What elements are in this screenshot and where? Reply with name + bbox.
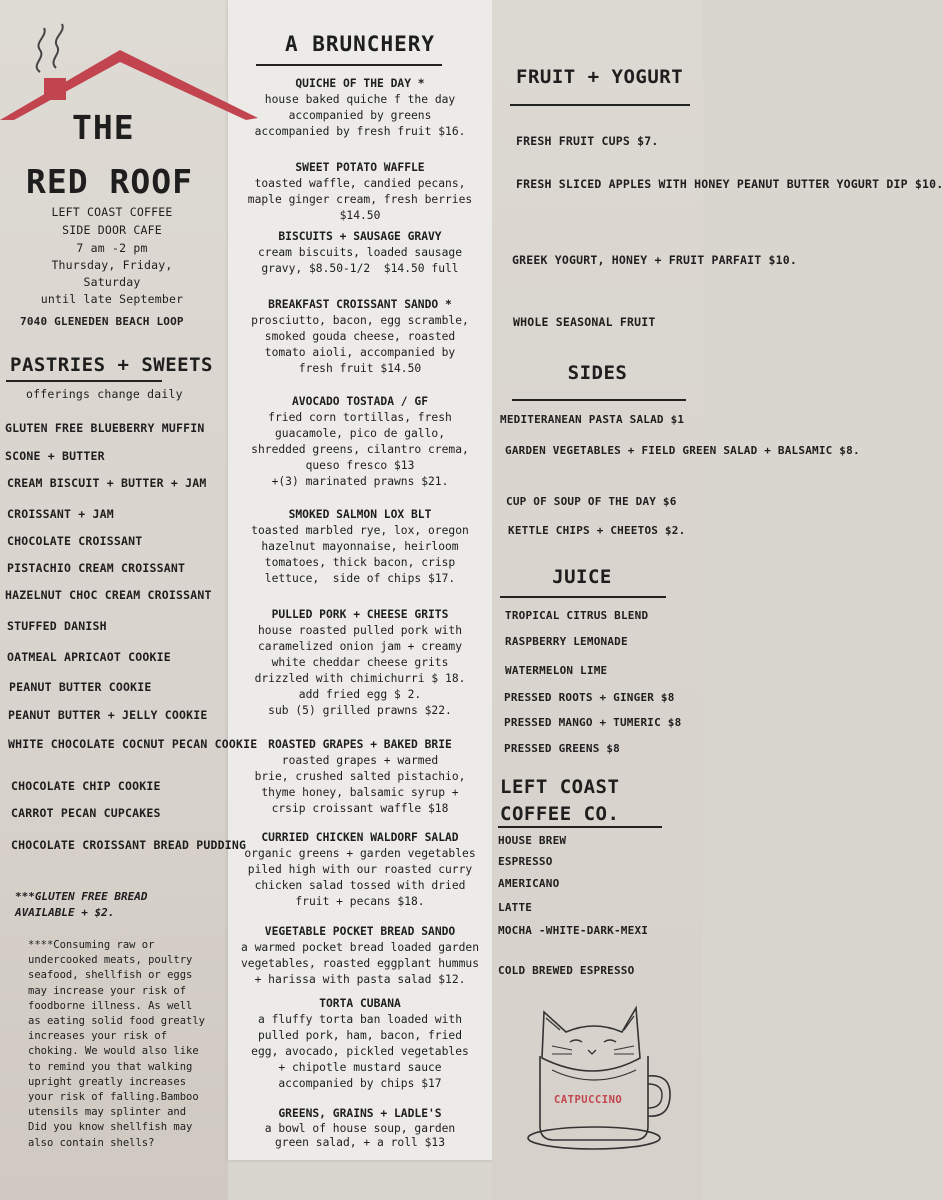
menu-item-name: ROASTED GRAPES + BAKED BRIE (268, 738, 452, 751)
juice-item: WATERMELON LIME (505, 664, 608, 677)
coffee-item: HOUSE BREW (498, 834, 567, 847)
menu-item (232, 229, 488, 277)
coffee-item: LATTE (498, 901, 533, 914)
pastry-item: STUFFED DANISH (7, 619, 107, 633)
pastry-item: CHOCOLATE CROISSANT (7, 534, 143, 548)
brand-title-line2: RED ROOF (26, 162, 193, 201)
menu-item-name: AVOCADO TOSTADA / GF (291, 395, 429, 408)
coffee-heading-line: LEFT COAST (500, 776, 620, 798)
tagline (2, 204, 222, 307)
menu-item-name: TORTA CUBANA (319, 997, 401, 1010)
menu-item-name: GREENS, GRAINS + LADLE'S (278, 1107, 442, 1120)
menu-item (232, 607, 488, 719)
menu-item (232, 924, 488, 988)
menu-item-desc: house baked quiche f the day accompanied by greens accompanied by fresh fruit $16. (254, 93, 466, 138)
menu-item-desc: roasted grapes + warmed brie, crushed salted pistachio, thyme honey, balsamic syrup + crsip croissant waffle $18 (254, 754, 466, 815)
pastry-item: PISTACHIO CREAM CROISSANT (7, 561, 186, 575)
menu-item (232, 394, 488, 490)
menu-item-desc: a bowl of house soup, garden green salad, + a roll $13 (264, 1122, 456, 1149)
pastry-item: PEANUT BUTTER COOKIE (9, 680, 152, 694)
side-item: KETTLE CHIPS + CHEETOS $2. (508, 524, 686, 537)
juice-rule (500, 596, 666, 598)
menu-item-desc: toasted marbled rye, lox, oregon hazelnut mayonnaise, heirloom tomatoes, thick bacon, crisp lettuce, side of chips $17. (251, 524, 469, 585)
coffee-rule (498, 826, 662, 828)
menu-item-desc: cream biscuits, loaded sausage gravy, $8.50-1/2 $14.50 full (257, 246, 463, 275)
menu-item-desc: toasted waffle, candied pecans, maple ginger cream, fresh berries $14.50 (247, 177, 473, 222)
pastry-item: CREAM BISCUIT + BUTTER + JAM (7, 476, 207, 490)
tagline-line: Saturday (83, 275, 141, 289)
pastry-item: CHOCOLATE CROISSANT BREAD PUDDING (11, 838, 247, 852)
menu-item-name: CURRIED CHICKEN WALDORF SALAD (261, 831, 459, 844)
menu-item (232, 830, 488, 910)
fruit-item: GREEK YOGURT, HONEY + FRUIT PARFAIT $10. (512, 253, 797, 267)
menu-item-desc: house roasted pulled pork with caramelized onion jam + creamy white cheddar cheese grits drizzled with chimichurri $ 18. add fried egg $ 2. sub (5) grilled prawns $22. (254, 624, 466, 717)
pastry-item: CHOCOLATE CHIP COOKIE (11, 779, 161, 793)
fruit-rule (510, 104, 690, 106)
menu-item-name: SMOKED SALMON LOX BLT (288, 508, 432, 521)
coffee-item: MOCHA -WHITE-DARK-MEXI (498, 924, 649, 937)
brunchery-heading: A BRUNCHERY (284, 32, 436, 56)
menu-item (232, 160, 488, 224)
tagline-line: until late September (40, 292, 184, 306)
tagline-line: SIDE DOOR CAFE (62, 223, 162, 237)
pastry-item: GLUTEN FREE BLUEBERRY MUFFIN (5, 421, 205, 435)
menu-item-desc: fried corn tortillas, fresh guacamole, pico de gallo, shredded greens, cilantro crema, queso fresco $13 +(3) marinated prawns $21. (251, 411, 469, 488)
menu-item-name: SWEET POTATO WAFFLE (295, 161, 425, 174)
juice-item: PRESSED GREENS $8 (504, 742, 620, 755)
fruit-item: WHOLE SEASONAL FRUIT (513, 315, 656, 329)
cat-mug-illustration (522, 998, 692, 1158)
coffee-item: COLD BREWED ESPRESSO (498, 964, 635, 977)
menu-item (232, 507, 488, 587)
tagline-line: Thursday, Friday, (51, 258, 173, 272)
menu-item-name: QUICHE OF THE DAY * (295, 77, 425, 90)
sides-rule (512, 399, 686, 401)
fruit-item: FRESH FRUIT CUPS $7. (516, 134, 659, 148)
menu-item (232, 996, 488, 1092)
menu-item-name: VEGETABLE POCKET BREAD SANDO (264, 925, 456, 938)
gluten-free-note: ***GLUTEN FREE BREAD AVAILABLE + $2. (15, 890, 148, 919)
pastries-heading: PASTRIES + SWEETS (10, 354, 213, 376)
menu-item-name: BISCUITS + SAUSAGE GRAVY (278, 230, 442, 243)
menu-item-desc: a fluffy torta ban loaded with pulled pork, ham, bacon, fried egg, avocado, pickled vegetables + chipotle mustard sauce accompanied by chips $17 (251, 1013, 469, 1090)
side-item: CUP OF SOUP OF THE DAY $6 (506, 495, 677, 508)
pastry-item: PEANUT BUTTER + JELLY COOKIE (8, 708, 208, 722)
pastry-item: CARROT PECAN CUPCAKES (11, 806, 161, 820)
side-item: GARDEN VEGETABLES + FIELD GREEN SALAD + BALSAMIC $8. (505, 444, 860, 457)
juice-item: RASPBERRY LEMONADE (505, 635, 628, 648)
coffee-heading-line: COFFEE CO. (500, 803, 620, 825)
tagline-line: LEFT COAST COFFEE (51, 205, 173, 219)
brunchery-rule (256, 64, 442, 66)
juice-item: PRESSED ROOTS + GINGER $8 (504, 691, 675, 704)
mug-label: CATPUCCINO (554, 1094, 623, 1106)
menu-item (232, 1106, 488, 1150)
fruit-heading: FRUIT + YOGURT (516, 66, 684, 88)
menu-item (232, 737, 488, 817)
tagline-line: 7 am -2 pm (76, 241, 148, 255)
side-item: MEDITERANEAN PASTA SALAD $1 (500, 413, 685, 426)
juice-heading: JUICE (552, 566, 612, 588)
pastries-rule (6, 380, 162, 382)
sides-heading: SIDES (567, 362, 628, 384)
fruit-item: FRESH SLICED APPLES WITH HONEY PEANUT BUTTER YOGURT DIP $10. (516, 177, 943, 191)
juice-item: TROPICAL CITRUS BLEND (505, 609, 649, 622)
menu-item (232, 76, 488, 140)
consumption-warning: ****Consuming raw or undercooked meats, poultry seafood, shellfish or eggs may increase your risk of foodborne illness. As well as eating solid food greatly increases your risk of choking. We would also like to remind you that walking upright greatly increases your risk of falling.Bamboo utensils may splinter and Did you know shellfish may also contain shells? (28, 939, 206, 1149)
coffee-item: AMERICANO (498, 877, 560, 890)
coffee-item: ESPRESSO (498, 855, 553, 868)
address: 7040 GLENEDEN BEACH LOOP (20, 315, 184, 328)
brand-title-line1: THE (72, 108, 135, 147)
juice-item: PRESSED MANGO + TUMERIC $8 (504, 716, 682, 729)
menu-item-name: PULLED PORK + CHEESE GRITS (271, 608, 449, 621)
pastry-item: WHITE CHOCOLATE COCNUT PECAN COOKIE (8, 737, 258, 751)
menu-item-desc: organic greens + garden vegetables piled high with our roasted curry chicken salad tossed with dried fruit + pecans $18. (244, 847, 476, 908)
menu-item (232, 297, 488, 377)
menu-item-name: BREAKFAST CROISSANT SANDO * (268, 298, 452, 311)
pastry-item: HAZELNUT CHOC CREAM CROISSANT (5, 588, 212, 602)
coffee-heading (500, 774, 619, 828)
menu-item-desc: a warmed pocket bread loaded garden vegetables, roasted eggplant hummus + harissa with pasta salad $12. (240, 941, 480, 986)
menu-item-desc: prosciutto, bacon, egg scramble, smoked gouda cheese, roasted tomato aioli, accompanied by fresh fruit $14.50 (251, 314, 469, 375)
pastry-item: SCONE + BUTTER (5, 449, 105, 463)
pastry-item: OATMEAL APRICAOT COOKIE (7, 650, 171, 664)
pastry-item: CROISSANT + JAM (7, 507, 114, 521)
pastries-subheading: offerings change daily (26, 387, 183, 401)
